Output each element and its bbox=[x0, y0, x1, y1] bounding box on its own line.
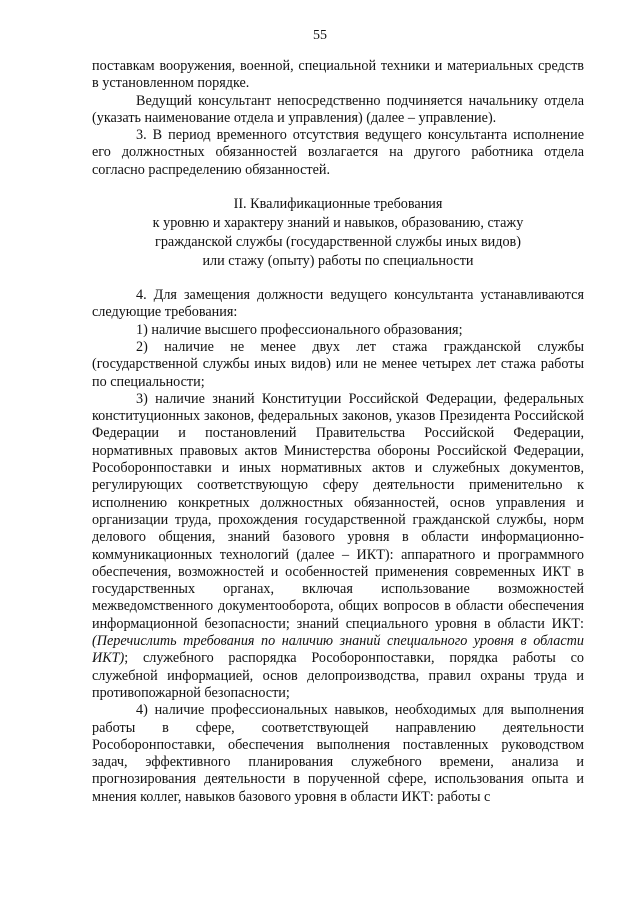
requirement-4: 4) наличие профессиональных навыков, необходимых для выполнения работы в сфере, соответствующей направлению деятельности Рособоронпоставки, обеспечения выполнения поставленных руководством задач, эффективного планирования служебного времени, анализа и прогнозирования деятельности в порученной сфере, использования опыта и мнения коллег, навыков базового уровня в области ИКТ: работы с bbox=[92, 702, 584, 805]
requirement-1: 1) наличие высшего профессионального образования; bbox=[136, 321, 463, 338]
section-heading-line-2: к уровню и характеру знаний и навыков, образованию, стажу bbox=[152, 215, 524, 232]
requirement-3-text: 3) наличие знаний Конституции Российской Федерации, федеральных конституционных законов, федеральных законов, указов Президента Российской Федерации и постановлений Правительства Российской Федерации, нормативных правовых актов Министерства обороны Российской Федерации, Рособоронпоставки и иных нормативных актов и служебных документов, регулирующих соответствующую сферу деятельности применительно к исполнению конкретных должностных обязанностей, основ управления и организации труда, прохождения государственной гражданской службы, норм делового общения, знаний базового уровня в области информационно-коммуникационных технологий (далее – ИКТ): аппаратного и программного обеспечения, возможностей и особенностей применения современных ИКТ в государственных органах, включая использование возможностей межведомственного документооборота, общих вопросов в области обеспечения информационной безопасности; знаний специального уровня в области ИКТ: bbox=[92, 390, 584, 632]
paragraph-subordination: Ведущий консультант непосредственно подчиняется начальнику отдела (указать наименование отдела и управления) (далее – управление). bbox=[92, 92, 584, 126]
spacer bbox=[92, 179, 584, 195]
spacer bbox=[92, 271, 584, 287]
requirement-3-placeholder: (Перечислить требования по наличию знаний специального уровня в области ИКТ) bbox=[92, 633, 584, 667]
page-number: 55 bbox=[313, 28, 327, 43]
section-heading-line-4: или стажу (опыту) работы по специальности bbox=[202, 253, 474, 270]
paragraph-continuation: поставкам вооружения, военной, специальной техники и материальных средств в установленном порядке. bbox=[92, 58, 584, 92]
requirement-2: 2) наличие не менее двух лет стажа гражданской службы (государственной службы иных видов) или не менее четырех лет стажа работы по специальности; bbox=[92, 338, 584, 390]
section-heading bbox=[92, 195, 584, 271]
section-heading-line-3: гражданской службы (государственной службы иных видов) bbox=[155, 234, 521, 251]
paragraph-item-4-intro: 4. Для замещения должности ведущего консультанта устанавливаются следующие требования: bbox=[92, 287, 584, 321]
paragraph-item-3: 3. В период временного отсутствия ведущего консультанта исполнение его должностных обязанностей возлагается на другого работника отдела согласно распределению обязанностей. bbox=[92, 127, 584, 178]
requirement-3 bbox=[92, 391, 584, 702]
section-heading-line-1: II. Квалификационные требования bbox=[233, 196, 443, 213]
document-body bbox=[92, 58, 584, 806]
requirement-3-text-end: ; служебного распорядка Рособоронпоставки, порядка работы со служебной информацией, основ делопроизводства, правил охраны труда и противопожарной безопасности; bbox=[92, 650, 584, 701]
